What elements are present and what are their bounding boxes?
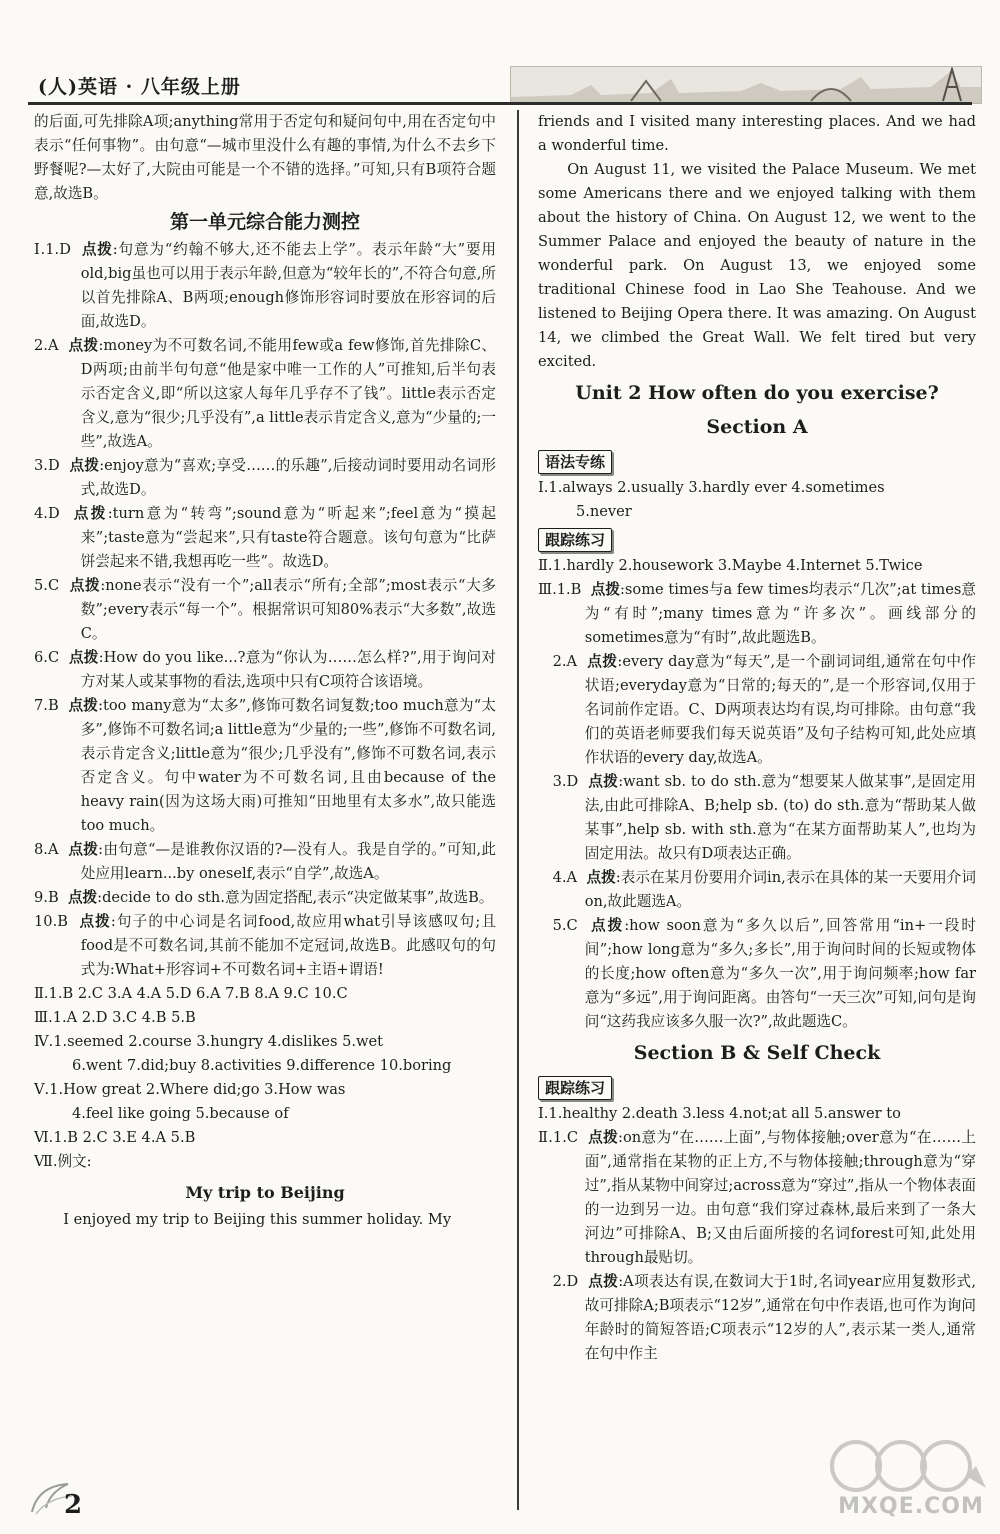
watermark-url: MXQE.COM — [838, 1494, 984, 1519]
column-divider — [517, 110, 519, 1510]
page-number: 2 — [64, 1490, 83, 1520]
answer-item: 5.C 点拨:none表示“没有一个”;all表示“所有;全部”;most表示“大多数”;every表示“每一个”。根据常识可知80%表示“大多数”,故选C。 — [34, 577, 496, 642]
answer-item: 2.A 点拨:every day意为“每天”,是一个副词词组,通常在句中作状语;everyday意为“日常的;每天的”,是一个形容词,仅用于名词前作定语。C、D两项表达均有误,均可排除。由句意“我们的英语老师要我们每天说英语”及句子结构可知,此处应填作状语的every day,故选A。 — [552, 653, 976, 766]
section-a-title: Section A — [706, 416, 808, 438]
section-b-title: Section B & Self Check — [633, 1042, 881, 1064]
answer-item: 2.A 点拨:money为不可数名词,不能用few或a few修饰,首先排除C、D两项;由前半句句意“他是家中唯一工作的人”可推知,后半句表示否定含义,即“所以这家人每年几乎存不了钱”。little表示否定含义,意为“很少;几乎没有”,a little表示肯定含义,意为“少量的;一些”,故选A。 — [34, 337, 496, 450]
answer-row: Ⅰ.1.always 2.usually 3.hardly ever 4.sometimes — [538, 479, 885, 496]
answer-item: 8.A 点拨:由句意“—是谁教你汉语的?—没有人。我是自学的。”可知,此处应用learn...by oneself,表示“自学”,故选A。 — [34, 841, 496, 882]
answer-row: 6.went 7.did;buy 8.activities 9.difference 10.boring — [71, 1057, 452, 1074]
grammar-practice-tag: 语法专练 — [538, 450, 612, 474]
answer-item: 9.B 点拨:decide to do sth.意为固定搭配,表示“决定做某事”,故选B。 — [34, 889, 494, 906]
answer-row: Ⅲ.1.A 2.D 3.C 4.B 5.B — [34, 1009, 196, 1026]
answer-item: Ⅱ.1.C 点拨:on意为“在……上面”,与物体接触;over意为“在……上面”,通常指在某物的正上方,不与物体接触;through意为“穿过”,指从某物中间穿过;across意为“穿过”,指从一个物体表面的一边到另一边。由句意“我们穿过森林,最后来到了一条大河边”可排除A、B;又由后面所接的名词forest可知,此处用through最贴切。 — [538, 1129, 977, 1266]
answer-item: Ⅰ.1.D 点拨:句意为“约翰不够大,还不能去上学”。表示年龄“大”要用old,big虽也可以用于表示年龄,但意为“较年长的”,不符合句意,所以首先排除A、B两项;enough修饰形容词时要放在形容词的后面,故选D。 — [34, 241, 497, 330]
watermark — [826, 1436, 996, 1532]
answers-part-rest — [34, 982, 496, 1174]
answer-row: Ⅳ.1.seemed 2.course 3.hungry 4.dislikes 5.wet — [34, 1033, 383, 1050]
answers-part-I — [34, 238, 496, 982]
answer-item: 7.B 点拨:too many意为“太多”,修饰可数名词复数;too much意为“太多”,修饰不可数名词;a little意为“少量的;一些”,修饰不可数名词,表示肯定含义;little意为“很少;几乎没有”,修饰不可数名词,表示否定含义。句中water为不可数名词,且由because of the heavy rain(因为这场大雨)可推知“田地里有太多水”,故只能选too much。 — [34, 697, 496, 834]
answer-row: 4.feel like going 5.because of — [71, 1105, 289, 1122]
answer-item: 4.D 点拨:turn意为“转弯”;sound意为“听起来”;feel意为“摸起来”;taste意为“尝起来”,只有taste符合题意。该句句意为“比萨饼尝起来不错,我想再吃一些”。故选D。 — [34, 505, 496, 570]
answer-item: 5.C 点拨:how soon意为“多久以后”,回答常用“in+一段时间”;how long意为“多久;多长”,用于询问时间的长短或物体的长度;how often意为“多久一次”,用于询问频率;how far意为“多远”,用于询问距离。由答句“一天三次”可知,问句是询问“这药我应该多久服一次?”,故此题选C。 — [552, 917, 976, 1030]
answer-row: Ⅵ.1.B 2.C 3.E 4.A 5.B — [34, 1129, 196, 1146]
header-decoration — [510, 66, 982, 104]
answer-row: Ⅶ.例文: — [34, 1153, 92, 1170]
tracking-practice-tag: 跟踪练习 — [538, 1076, 612, 1100]
answers-part-III — [538, 578, 976, 1034]
unit-test-heading: 第一单元综合能力测控 — [169, 211, 360, 233]
answer-row: Ⅱ.1.B 2.C 3.A 4.A 5.D 6.A 7.B 8.A 9.C 10.C — [34, 985, 348, 1002]
answer-row: Ⅰ.1.healthy 2.death 3.less 4.not;at all 5.answer to — [538, 1105, 901, 1122]
answer-item: 4.A 点拨:表示在某月份要用介词in,表示在具体的某一天要用介词on,故此题选A。 — [552, 869, 976, 910]
answer-item: 10.B 点拨:句子的中心词是名词food,故应用what引导该感叹句;且food是不可数名词,其前不能加不定冠词,故选B。此感叹句的句式为:What+形容词+不可数名词+主语+谓语! — [34, 913, 496, 978]
right-column — [538, 110, 976, 1366]
answer-row: Ⅱ.1.hardly 2.housework 3.Maybe 4.Internet 5.Twice — [538, 557, 923, 574]
header-title: (人)英语 · 八年级上册 — [38, 76, 241, 98]
essay-paragraph: I enjoyed my trip to Beijing this summer holiday. My — [63, 1211, 452, 1228]
intro-paragraph: 的后面,可先排除A项;anything常用于否定句和疑问句中,用在否定句中表示“任何事物”。由句意“—城市里没什么有趣的事情,为什么不去乡下野餐呢?—太好了,大院由可能是一个不错的选择。”可知,只有B项符合题意,故选B。 — [34, 113, 496, 202]
header-rule — [28, 102, 972, 105]
answer-item: 2.D 点拨:A项表达有误,在数词大于1时,名词year应用复数形式,故可排除A;B项表示“12岁”,通常在句中作表语,也可作为询问年龄时的简短答语;C项表示“12岁的人”,表示某一类人,通常在句中作主 — [552, 1273, 976, 1362]
essay-paragraph: On August 11, we visited the Palace Museum. We met some Americans there and we enjoyed talking with them about the history of China. On August 12, we went to the Summer Palace and enjoyed the beauty of nature in the wonderful park. On August 13, we enjoyed some traditional Chinese food in Lao She Teahouse. And we listened to Beijing Opera there. It was amazing. On August 14, we climbed the Great Wall. We felt tired but very excited. — [538, 161, 976, 370]
essay-title: My trip to Beijing — [185, 1183, 345, 1202]
answer-item: 3.D 点拨:want sb. to do sth.意为“想要某人做某事”,是固定用法,由此可排除A、B;help sb. (to) do sth.意为“帮助某人做某事”,help sb. with sth.意为“在某方面帮助某人”,也均为固定用法。故只有D项表达正确。 — [552, 773, 976, 862]
watermark-logo-icon — [826, 1436, 996, 1496]
essay-paragraph: friends and I visited many interesting places. And we had a wonderful time. — [538, 113, 976, 154]
left-column — [34, 110, 496, 1232]
unit-title: Unit 2 How often do you exercise? — [575, 382, 939, 404]
answer-row: 5.never — [575, 503, 632, 520]
answer-row: Ⅴ.1.How great 2.Where did;go 3.How was — [34, 1081, 346, 1098]
answer-item: 6.C 点拨:How do you like...?意为“你认为……怎么样?”,用于询问对方对某人或某事物的看法,选项中只有C项符合该语境。 — [34, 649, 497, 690]
skyline-illustration — [511, 67, 981, 103]
tracking-practice-tag: 跟踪练习 — [538, 528, 612, 552]
answers-part-II-b — [538, 1126, 976, 1366]
answer-item: 3.D 点拨:enjoy意为“喜欢;享受……的乐趣”,后接动词时要用动名词形式,故选D。 — [34, 457, 496, 498]
answer-item: Ⅲ.1.B 点拨:some times与a few times均表示“几次”;at times意为“有时”;many times意为“许多次”。画线部分的sometimes意为“有时”,故此题选B。 — [538, 581, 976, 646]
